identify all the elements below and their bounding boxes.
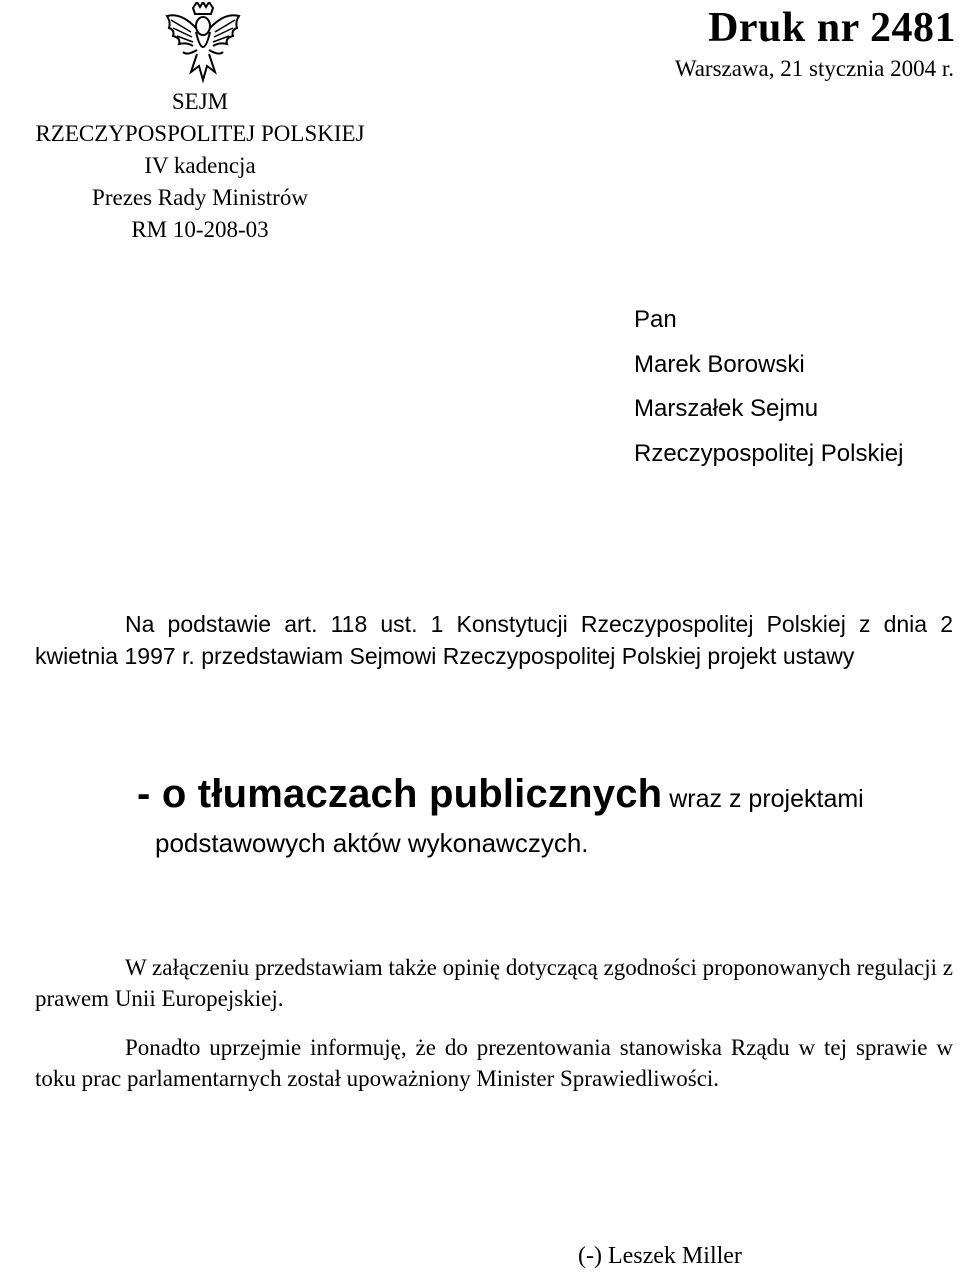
document-date: Warszawa, 21 stycznia 2004 r. bbox=[674, 56, 954, 81]
addressee-salutation: Pan bbox=[634, 306, 677, 333]
sender: Prezes Rady Ministrów bbox=[92, 185, 308, 210]
bill-title-line bbox=[137, 770, 864, 823]
attachment-text: W załączeniu przedstawiam także opinię dotyczącą zgodności proponowanych regulacji z prawem Unii Europejskiej. bbox=[35, 955, 953, 1011]
addressee-role: Marszałek Sejmu bbox=[634, 395, 819, 422]
polish-eagle-emblem bbox=[163, 2, 243, 84]
institution-block bbox=[0, 86, 400, 246]
addressee-country: Rzeczypospolitej Polskiej bbox=[634, 439, 904, 467]
signature: (-) Leszek Miller bbox=[578, 1243, 742, 1269]
addressee-block bbox=[634, 298, 903, 476]
closing-text: Ponadto uprzejmie informuję, że do prezentowania stanowiska Rządu w tej sprawie w toku prac parlamentarnych został upoważniony Minister Sprawiedliwości. bbox=[35, 1035, 953, 1091]
print-number: Druk nr 2481 bbox=[708, 5, 956, 51]
intro-paragraph bbox=[35, 608, 953, 672]
reference-number: RM 10-208-03 bbox=[131, 217, 269, 242]
closing-paragraph bbox=[35, 1032, 953, 1094]
bill-title: - o tłumaczach publicznych bbox=[137, 772, 663, 816]
addressee-name: Marek Borowski bbox=[634, 350, 805, 378]
bill-title-suffix: wraz z projektami bbox=[669, 785, 864, 813]
bill-title-continuation: podstawowych aktów wykonawczych. bbox=[155, 828, 589, 858]
institution-line-1: SEJM bbox=[171, 89, 229, 114]
attachment-paragraph bbox=[35, 952, 953, 1014]
intro-text: Na podstawie art. 118 ust. 1 Konstytucji Rzeczypospolitej Polskiej z dnia 2 kwietnia 1997 r. przedstawiam Sejmowi Rzeczypospolitej Polskiej projekt ustawy bbox=[35, 611, 953, 669]
institution-line-3: IV kadencja bbox=[144, 153, 256, 178]
institution-line-2: RZECZYPOSPOLITEJ POLSKIEJ bbox=[35, 121, 365, 146]
